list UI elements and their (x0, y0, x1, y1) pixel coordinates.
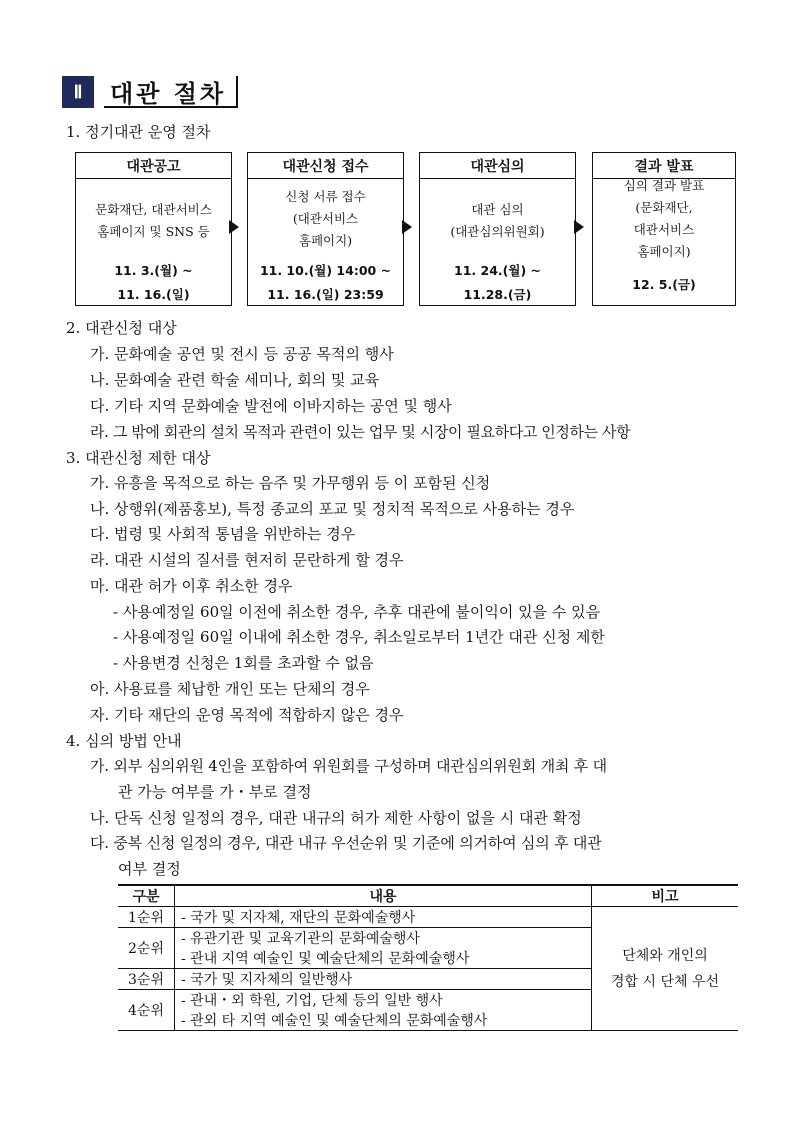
step-announcement (75, 152, 232, 306)
list-item-continued: 여부 결정 (118, 860, 181, 878)
content-cell: - 관내 지역 예술인 및 예술단체의 문화예술행사 (175, 948, 592, 969)
heading-4: 4. 심의 방법 안내 (66, 732, 182, 750)
step-date-line: 11. 24.(월) ~ (454, 263, 541, 278)
list-item: 가. 외부 심의위원 4인을 포함하여 위원회를 구성하며 대관심의위원회 개최 후 대 (90, 757, 607, 775)
list-item: 다. 기타 지역 문화예술 발전에 이바지하는 공연 및 행사 (90, 397, 452, 415)
list-item: 다. 법령 및 사회적 통념을 위반하는 경우 (90, 525, 356, 543)
step-date-line: 11. 3.(월) ~ (114, 263, 193, 278)
note-line: 경합 시 단체 우선 (610, 973, 720, 990)
section-title (62, 76, 238, 108)
section-title-text: 대관 절차 (104, 76, 238, 108)
rank-cell: 3순위 (118, 969, 175, 990)
step-body-line: 대관 심의 (471, 202, 524, 217)
step-application (247, 152, 404, 306)
step-body-line: 대관서비스 (633, 222, 695, 237)
content-cell: - 관외 타 지역 예술인 및 예술단체의 문화예술행사 (175, 1010, 592, 1031)
list-item: 마. 대관 허가 이후 취소한 경우 (90, 577, 293, 595)
arrow-right-icon (402, 220, 412, 234)
step-body-line: (대관심의위원회) (450, 224, 545, 239)
heading-1: 1. 정기대관 운영 절차 (66, 123, 211, 141)
heading-2: 2. 대관신청 대상 (66, 319, 177, 337)
list-item: 나. 단독 신청 일정의 경우, 대관 내규의 허가 제한 사항이 없을 시 대관 확정 (90, 809, 582, 827)
list-item: 라. 그 밖에 회관의 설치 목적과 관련이 있는 업무 및 시장이 필요하다고 인정하는 사항 (90, 423, 631, 441)
step-body-line: (대관서비스 (292, 211, 359, 226)
column-header: 내용 (175, 885, 592, 907)
rank-cell: 4순위 (118, 990, 175, 1031)
list-item: 자. 기타 재단의 운영 목적에 적합하지 않은 경우 (90, 706, 404, 724)
step-title: 결과 발표 (593, 153, 735, 179)
column-header: 비고 (592, 885, 739, 907)
list-item: 나. 문화예술 관련 학술 세미나, 회의 및 교육 (90, 371, 380, 389)
step-date-line: 11.28.(금) (463, 287, 532, 302)
content-cell: - 유관기관 및 교육기관의 문화예술행사 (181, 931, 420, 947)
list-item-continued: 관 가능 여부를 가・부로 결정 (118, 783, 312, 801)
step-body-line: 홈페이지) (298, 233, 353, 248)
priority-table (118, 884, 738, 1031)
step-body-line: 홈페이지) (637, 244, 691, 259)
table-header-row (118, 885, 738, 907)
content-cell: - 국가 및 지자체의 일반행사 (175, 969, 592, 990)
content-cell: - 관내・외 학원, 기업, 단체 등의 일반 행사 (181, 993, 443, 1009)
step-body-line: 문화재단, 대관서비스 (95, 202, 212, 217)
step-review (419, 152, 576, 306)
note-line: 단체와 개인의 (622, 947, 708, 964)
arrow-right-icon (229, 220, 239, 234)
list-item: 라. 대관 시설의 질서를 현저히 문란하게 할 경우 (90, 551, 404, 569)
sub-list-item: - 사용예정일 60일 이내에 취소한 경우, 취소일로부터 1년간 대관 신청 제한 (113, 628, 605, 646)
table-row (118, 907, 738, 928)
note-cell (592, 907, 739, 1031)
list-item: 가. 문화예술 공연 및 전시 등 공공 목적의 행사 (90, 345, 394, 363)
list-item: 가. 유흥을 목적으로 하는 음주 및 가무행위 등 이 포함된 신청 (90, 474, 491, 492)
step-body-line: (문화재단, (635, 200, 693, 215)
step-date-line: 11. 16.(일) 23:59 (267, 287, 384, 302)
sub-list-item: - 사용변경 신청은 1회를 초과할 수 없음 (113, 654, 374, 672)
list-item: 나. 상행위(제품홍보), 특정 종교의 포교 및 정치적 목적으로 사용하는 경우 (90, 500, 575, 518)
step-date-line: 11. 16.(일) (117, 287, 190, 302)
arrow-right-icon (574, 220, 584, 234)
rank-cell: 1순위 (118, 907, 175, 928)
step-body-line: 심의 결과 발표 (623, 178, 705, 193)
step-title: 대관심의 (420, 153, 575, 179)
step-body-line: 홈페이지 및 SNS 등 (97, 224, 210, 239)
step-title: 대관신청 접수 (248, 153, 403, 179)
rank-cell: 2순위 (118, 928, 175, 969)
sub-list-item: - 사용예정일 60일 이전에 취소한 경우, 추후 대관에 불이익이 있을 수 있음 (113, 603, 601, 621)
step-date-line: 11. 10.(월) 14:00 ~ (259, 263, 392, 278)
heading-3: 3. 대관신청 제한 대상 (66, 449, 211, 467)
list-item: 다. 중복 신청 일정의 경우, 대관 내규 우선순위 및 기준에 의거하여 심의 후 대관 (90, 834, 602, 852)
step-date-line: 12. 5.(금) (632, 277, 696, 292)
section-number-badge: Ⅱ (62, 76, 94, 108)
column-header: 구분 (118, 885, 175, 907)
step-title: 대관공고 (76, 153, 231, 179)
step-result (592, 152, 736, 306)
step-body-line: 신청 서류 접수 (285, 189, 366, 204)
list-item: 아. 사용료를 체납한 개인 또는 단체의 경우 (90, 680, 370, 698)
content-cell: - 국가 및 지자체, 재단의 문화예술행사 (175, 907, 592, 928)
